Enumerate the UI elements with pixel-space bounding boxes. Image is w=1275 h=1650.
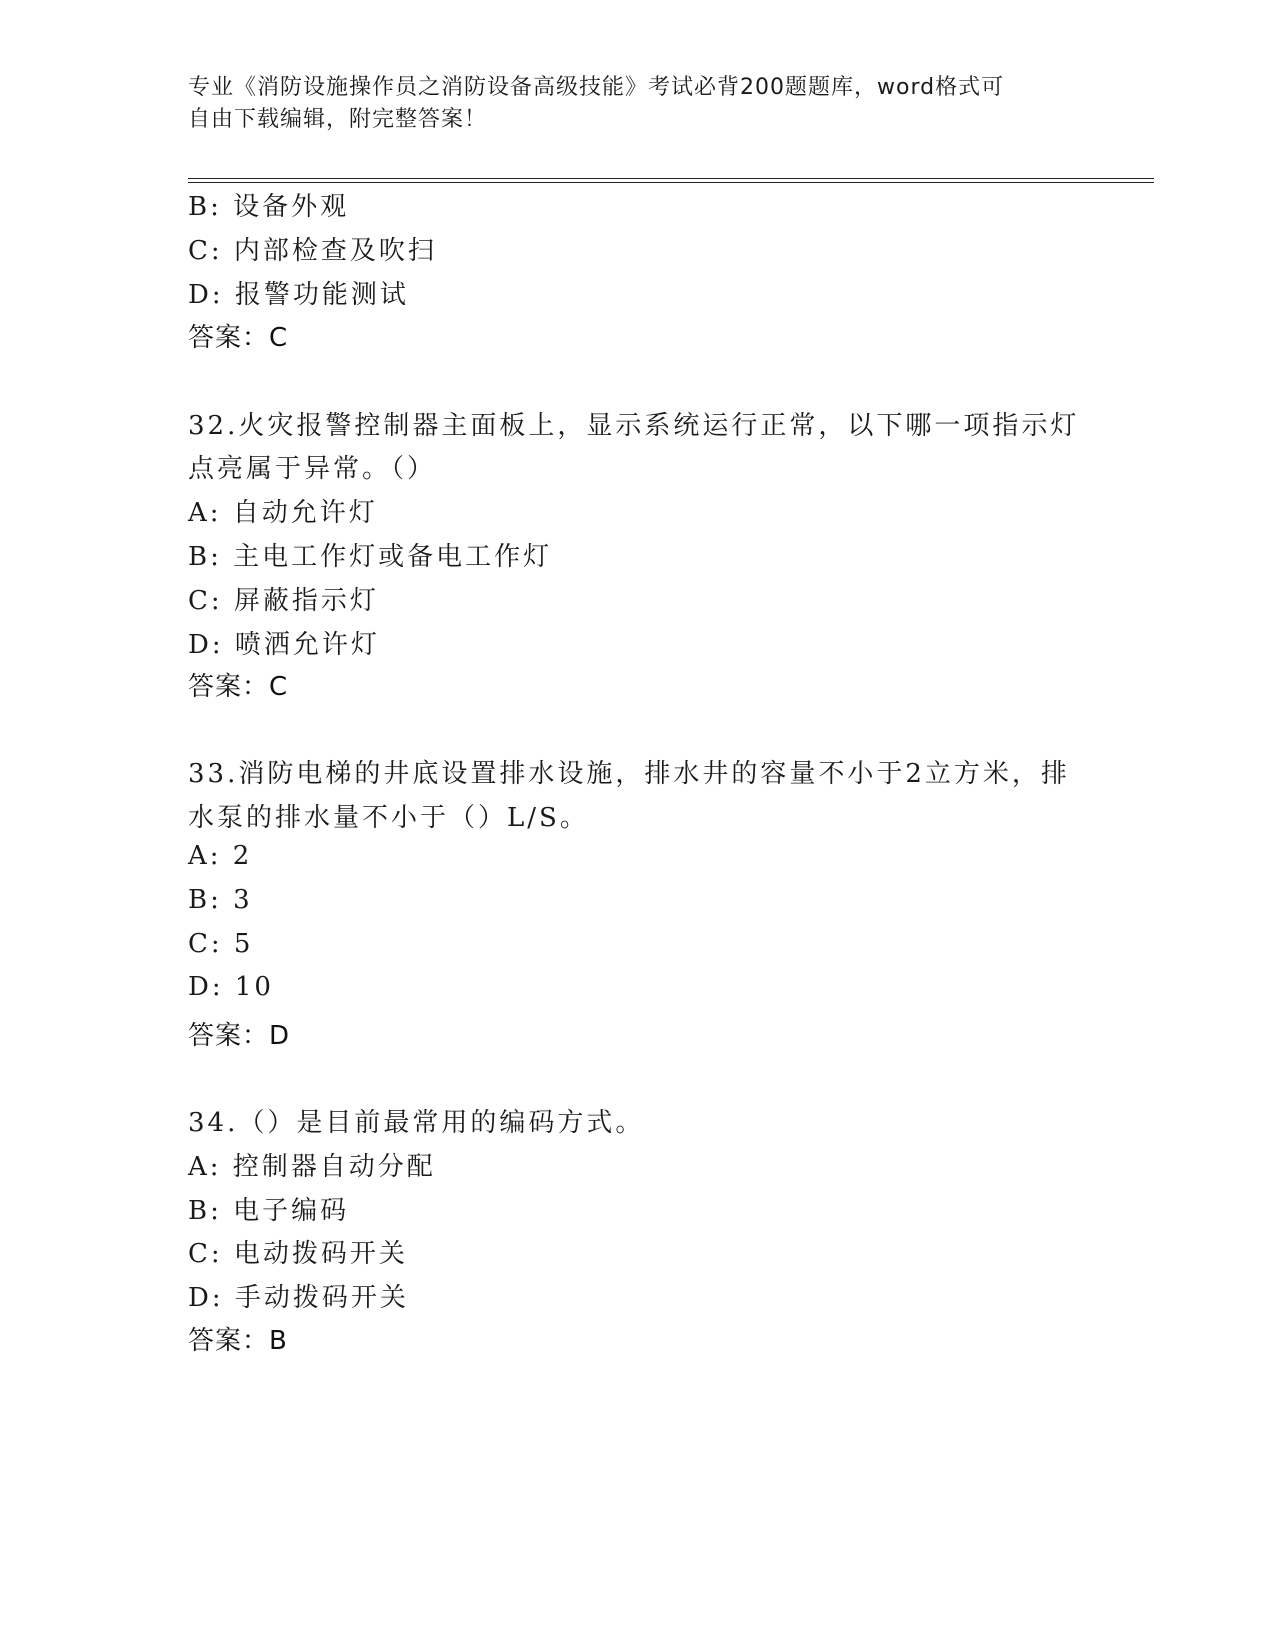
q31-answer: 答案：C bbox=[188, 323, 289, 353]
document-header bbox=[188, 72, 1088, 136]
q32-answer: 答案：C bbox=[188, 672, 289, 702]
q32-option-d: D: 喷洒允许灯 bbox=[188, 630, 380, 660]
header-title-line-2: 自由下载编辑，附完整答案！ bbox=[188, 107, 488, 132]
q32-option-a: A: 自动允许灯 bbox=[188, 498, 378, 528]
q31-option-c: C: 内部检查及吹扫 bbox=[188, 236, 437, 266]
q33-option-a: A: 2 bbox=[188, 841, 253, 871]
q32-stem-line-1: 32.火灾报警控制器主面板上，显示系统运行正常，以下哪一项指示灯 bbox=[188, 411, 1080, 441]
q32-option-b: B: 主电工作灯或备电工作灯 bbox=[188, 542, 553, 572]
q33-option-d: D: 10 bbox=[188, 972, 274, 1002]
q33-stem-line-1: 33.消防电梯的井底设置排水设施，排水井的容量不小于2立方米，排 bbox=[188, 759, 1070, 789]
q34-option-c: C: 电动拨码开关 bbox=[188, 1239, 408, 1269]
header-double-rule bbox=[188, 178, 1154, 183]
q33-stem-line-2: 水泵的排水量不小于（）L/S。 bbox=[188, 803, 589, 833]
q33-answer: 答案：D bbox=[188, 1021, 291, 1051]
q34-option-d: D: 手动拨码开关 bbox=[188, 1283, 409, 1313]
q34-answer: 答案：B bbox=[188, 1326, 288, 1356]
q31-option-b: B: 设备外观 bbox=[188, 192, 350, 222]
q34-option-b: B: 电子编码 bbox=[188, 1196, 350, 1226]
q32-option-c: C: 屏蔽指示灯 bbox=[188, 586, 379, 616]
q33-option-b: B: 3 bbox=[188, 885, 253, 915]
q32-stem-line-2: 点亮属于异常。（） bbox=[188, 454, 437, 484]
q31-option-d: D: 报警功能测试 bbox=[188, 280, 409, 310]
q34-option-a: A: 控制器自动分配 bbox=[188, 1152, 436, 1182]
q34-stem-line-1: 34.（）是目前最常用的编码方式。 bbox=[188, 1108, 645, 1138]
header-title-line-1: 专业《消防设施操作员之消防设备高级技能》考试必背200题题库，word格式可 bbox=[188, 75, 1005, 100]
q33-option-c: C: 5 bbox=[188, 929, 254, 959]
